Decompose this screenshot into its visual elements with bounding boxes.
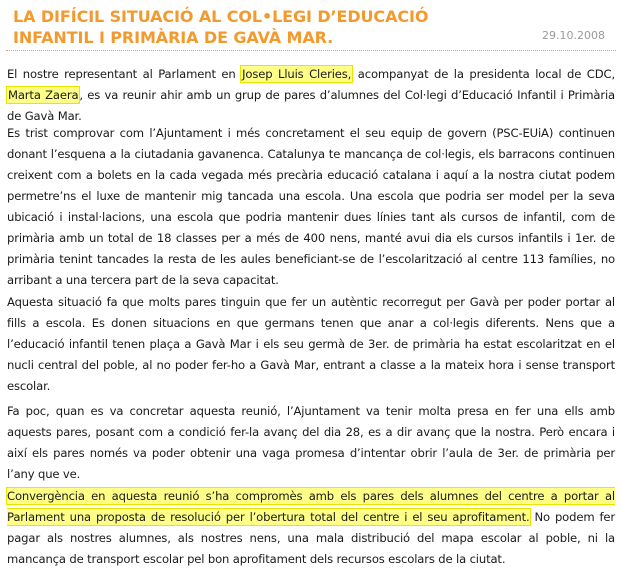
paragraph-4: Fa poc, quan es va concretar aquesta reunió, l’Ajuntament va tenir molta presa en fer una ells amb aquests pares, posant com a condició fer-la avanç del dia 28, es a dir avanç que la nostra. Però encara i així els pares només va poder obtenir una vaga promesa d’intentar obrir l’aula de 3er. de primària per l’any que ve.: [7, 404, 615, 481]
article-date: 29.10.2008: [542, 29, 605, 42]
paragraph-1: [7, 64, 615, 127]
paragraph-2: Es trist comprovar com l’Ajuntament i més concretament el seu equip de govern (PSC-EUiA) continuen donant l’esquena a la ciutadania gavanenca. Catalunya te mancança de col·legis, els barracons continuen creixent com a bolets en la cada vegada més precària educació catalana i aquí a la nostra ciutat podem permetre’ns el luxe de mantenir mig tancada una escola. Una escola que podria ser model per la seva ubicació i instal·lacions, una escola que podria mantenir dues línies tant als cursos de infantil, com de primària amb un total de 18 classes per a més de 400 nens, manté avui dia els cursos infantils i 1er. de primària tenint tancades la resta de les aules beneficiant-se de l’escolarització al centre 113 famílies, no arribant a una tercera part de la seva capacitat.: [7, 126, 615, 287]
highlight-josep-lluis-cleries: Josep Lluis Cleries,: [242, 67, 352, 81]
article-title: LA DIFÍCIL SITUACIÓ AL COL•LEGI D’EDUCACIÓ INFANTIL I PRIMÀRIA DE GAVÀ MAR.: [13, 7, 429, 47]
article-header: [0, 0, 621, 52]
paragraph-1-text-middle: acompanyat de la presidenta local de CDC,: [352, 67, 615, 81]
highlight-marta-zaera: Marta Zaera: [8, 88, 79, 102]
paragraph-3: Aquesta situació fa que molts pares tinguin que fer un autèntic recorregut per Gavà per poder portar al fills a escola. Es donen situacions en que germans tenen que anar a col·legis diferents. Nens que a l’educació infantil tenen plaça a Gavà Mar i els seu germà de 3er. de primària ha estat escolaritzat en el nucli central del poble, al no poder fer-ho a Gavà Mar, entrant a classe a la mateix hora i sense transport escolar.: [7, 295, 615, 393]
highlight-convergencia-commitment: Convergència en aquesta reunió s’ha compromès amb els pares dels alumnes del centre a portar al Parlament una proposta de resolució per l’obertura total del centre i el seu aprofitament.: [7, 489, 615, 524]
paragraph-5-text-after: No podem fer pagar als nostres alumnes, als nostres nens, una mala distribució del mapa escolar al poble, ni la mancança de transport escolar pel bon aprofitament dels recursos escolars de la ciutat.: [7, 510, 615, 566]
dotted-divider: [6, 50, 616, 51]
paragraph-1-text-after: , es va reunir ahir amb un grup de pares d’alumnes del Col·legi d’Educació Infantil i Primària de Gavà Mar.: [7, 88, 615, 123]
paragraph-5: [7, 486, 615, 570]
paragraph-1-text-before: El nostre representant al Parlament en: [7, 67, 242, 81]
